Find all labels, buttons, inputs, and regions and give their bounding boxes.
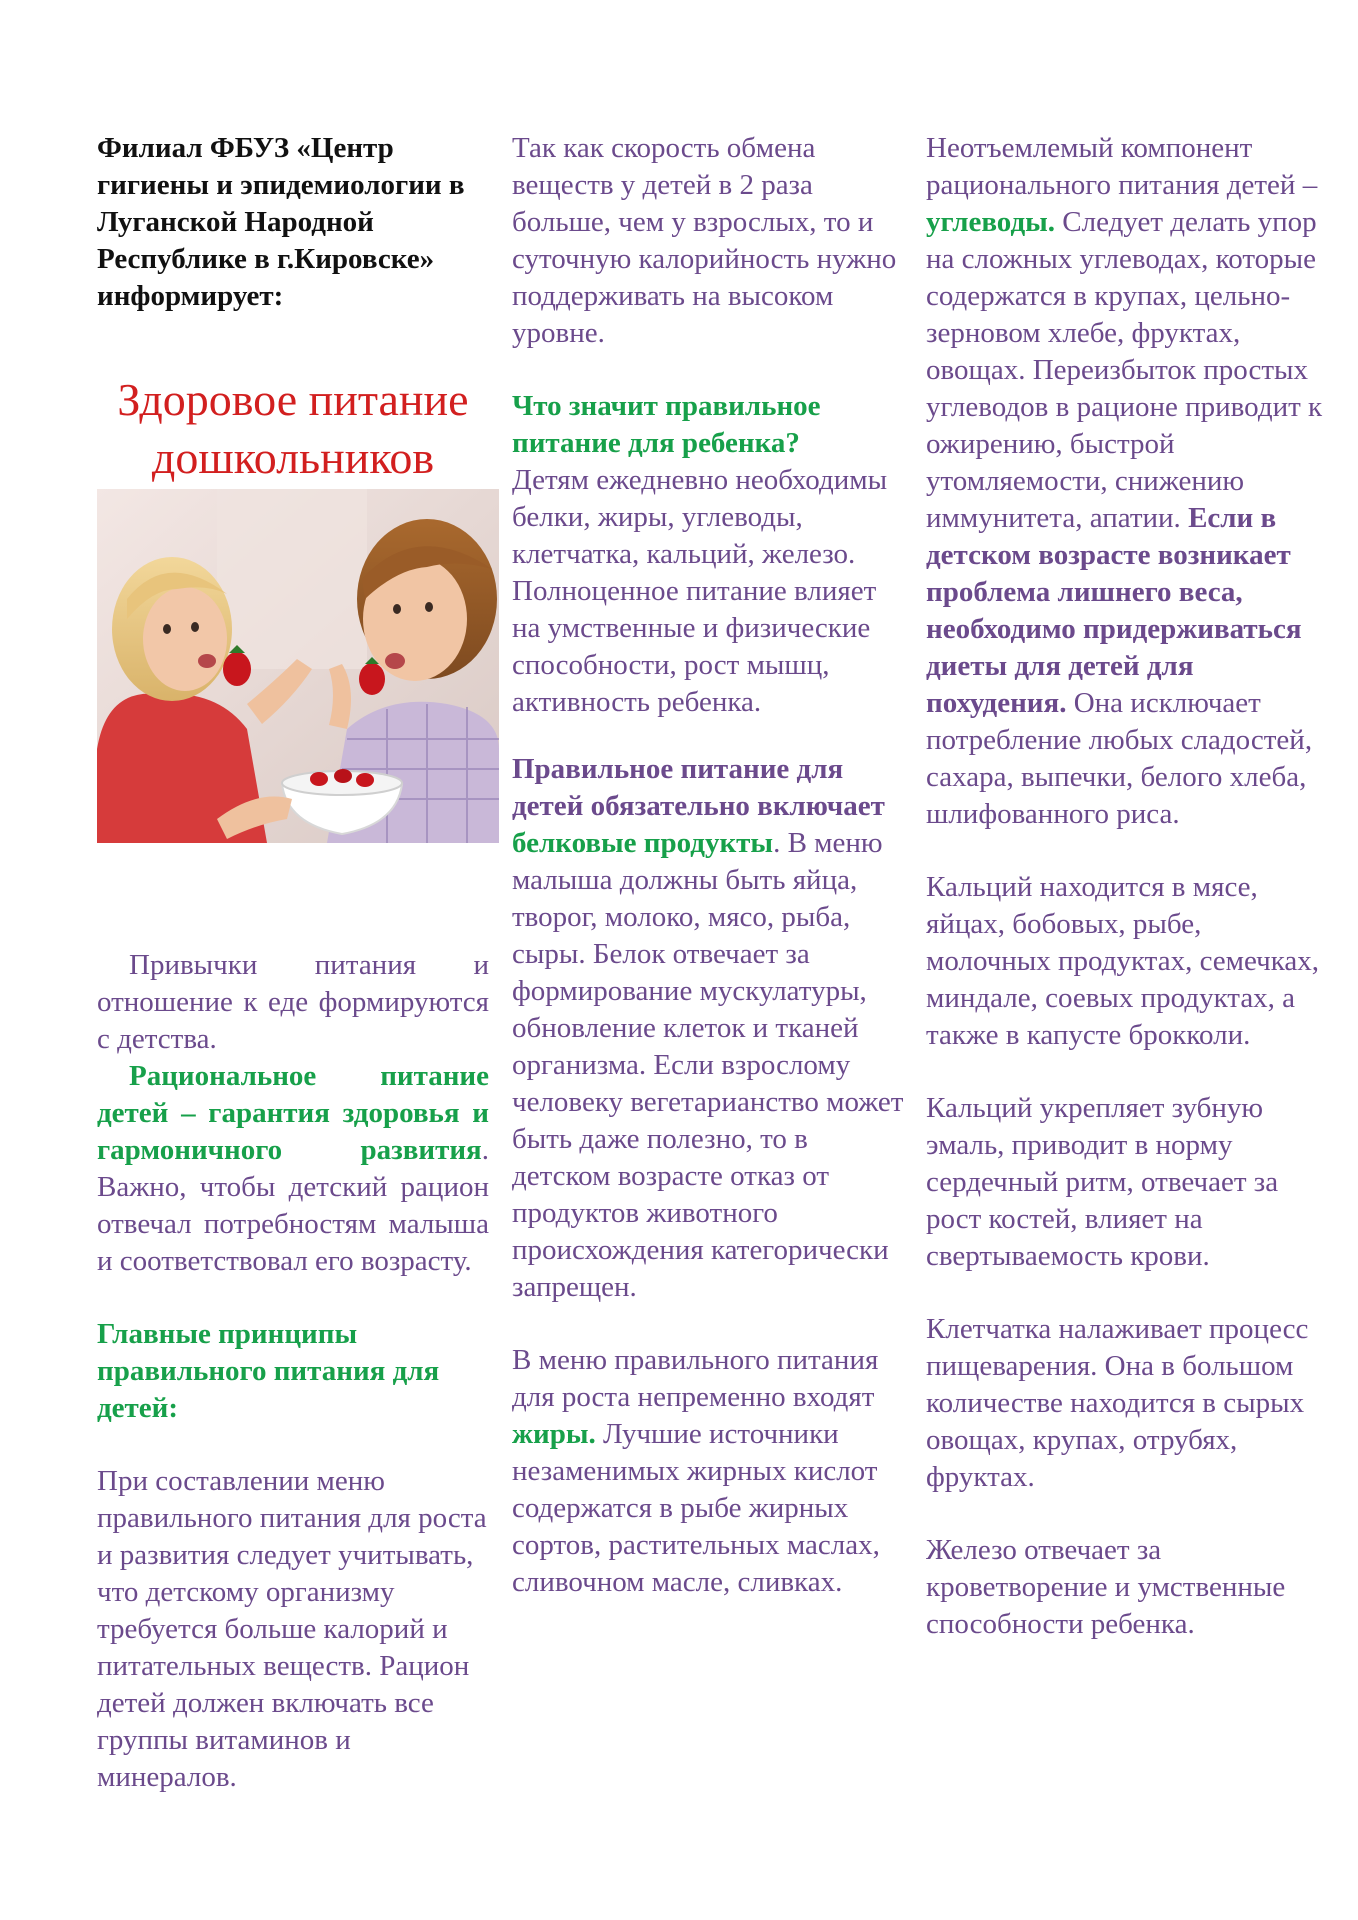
paragraph-calcium-sources: Кальций находится в мясе, яйцах, бобовых, рыбе, молочных продуктах, семечках, миндале, соевых продуктах, а также в капусте брокколи. xyxy=(926,871,1320,1051)
highlight-rational-nutrition: Рациональное питание детей – гарантия здоровья и гармоничного развития xyxy=(97,1060,489,1166)
header-organization: Филиал ФБУЗ «Центр гигиены и эпидемиологии в Луганской Народной Республике в г.Кировске» информирует: xyxy=(97,132,465,312)
column-left xyxy=(97,130,489,1796)
paragraph-metabolism: Так как скорость обмена веществ у детей в 2 раза больше, чем у взрослых, то и суточную калорийность нужно поддерживать на высоком уровне. xyxy=(512,132,897,349)
highlight-proper-nutrition-includes: Правильное питание для детей обязательно включает xyxy=(512,753,885,822)
paragraph-rational-nutrition: Рациональное питание детей – гарантия здоровья и гармоничного развития. Важно, чтобы детский рацион отвечал потребностям малыша и соответствовал его возрасту. xyxy=(97,1060,489,1277)
paragraph-iron: Железо отвечает за кроветворение и умственные способности ребенка. xyxy=(926,1534,1286,1640)
highlight-protein-products: белковые продукты xyxy=(512,827,774,859)
heading-what-is-proper-nutrition: Что значит правильное питание для ребенка? xyxy=(512,390,821,459)
paragraph-fiber: Клетчатка налаживает процесс пищеварения. Она в большом количестве находится в сырых овощах, крупах, отрубях, фруктах. xyxy=(926,1313,1309,1493)
title-line-1: Здоровое питание xyxy=(117,374,469,425)
children-eating-strawberries-photo xyxy=(97,489,499,843)
column-middle xyxy=(512,130,906,1601)
paragraph-calcium-benefits: Кальций укрепляет зубную эмаль, приводит в норму сердечный ритм, отвечает за рост костей, влияет на свертываемость крови. xyxy=(926,1092,1279,1272)
highlight-carbohydrates: углеводы. xyxy=(926,206,1056,238)
column-right xyxy=(926,130,1331,1643)
paragraph-daily-needs: Детям ежедневно необходимы белки, жиры, углеводы, клетчатка, кальций, железо. Полноценное питание влияет на умственные и физические способности, рост мышц, активность ребенка. xyxy=(512,464,888,718)
heading-main-principles: Главные принципы правильного питания для детей: xyxy=(97,1318,440,1424)
highlight-excess-weight: Если в детском возрасте возникает проблема лишнего веса, необходимо придерживаться диеты для детей для похудения. xyxy=(926,502,1302,719)
paragraph-protein: Правильное питание для детей обязательно включает белковые продукты. В меню малыша должны быть яйца, творог, молоко, мясо, рыба, сыры. Белок отвечает за формирование мускулатуры, обновление клеток и тканей организма. Если взрослому человеку вегетарианство может быть даже полезно, то в детском возрасте отказ от продуктов животного происхождения категорически запрещен. xyxy=(512,753,904,1303)
title-line-2: дошкольников xyxy=(151,432,435,483)
paragraph-menu-composition: При составлении меню правильного питания для роста и развития следует учитывать, что детскому организму требуется больше калорий и питательных веществ. Рацион детей должен включать все группы витаминов и минералов. xyxy=(97,1465,487,1793)
paragraph-habits: Привычки питания и отношение к еде формируются с детства. xyxy=(97,949,489,1055)
page-title xyxy=(97,371,489,487)
paragraph-fats: В меню правильного питания для роста непременно входят жиры. Лучшие источники незаменимых жирных кислот содержатся в рыбе жирных сортов, растительных маслах, сливочном масле, сливках. xyxy=(512,1344,880,1598)
paragraph-carbohydrates: Неотъемлемый компонент рационального питания детей – углеводы. Следует делать упор на сложных углеводах, которые содержатся в крупах, цельно-зерновом хлебе, фруктах, овощах. Переизбыток простых углеводов в рационе приводит к ожирению, быстрой утомляемости, снижению иммунитета, апатии. Если в детском возрасте возникает проблема лишнего веса, необходимо придерживаться диеты для детей для похудения. Она исключает потребление любых сладостей, сахара, выпечки, белого хлеба, шлифованного риса. xyxy=(926,132,1323,830)
highlight-fats: жиры. xyxy=(512,1418,596,1450)
paragraph-diet-needs: Важно, чтобы детский рацион отвечал потребностям малыша и соответствовал его возрасту. xyxy=(97,1171,489,1277)
